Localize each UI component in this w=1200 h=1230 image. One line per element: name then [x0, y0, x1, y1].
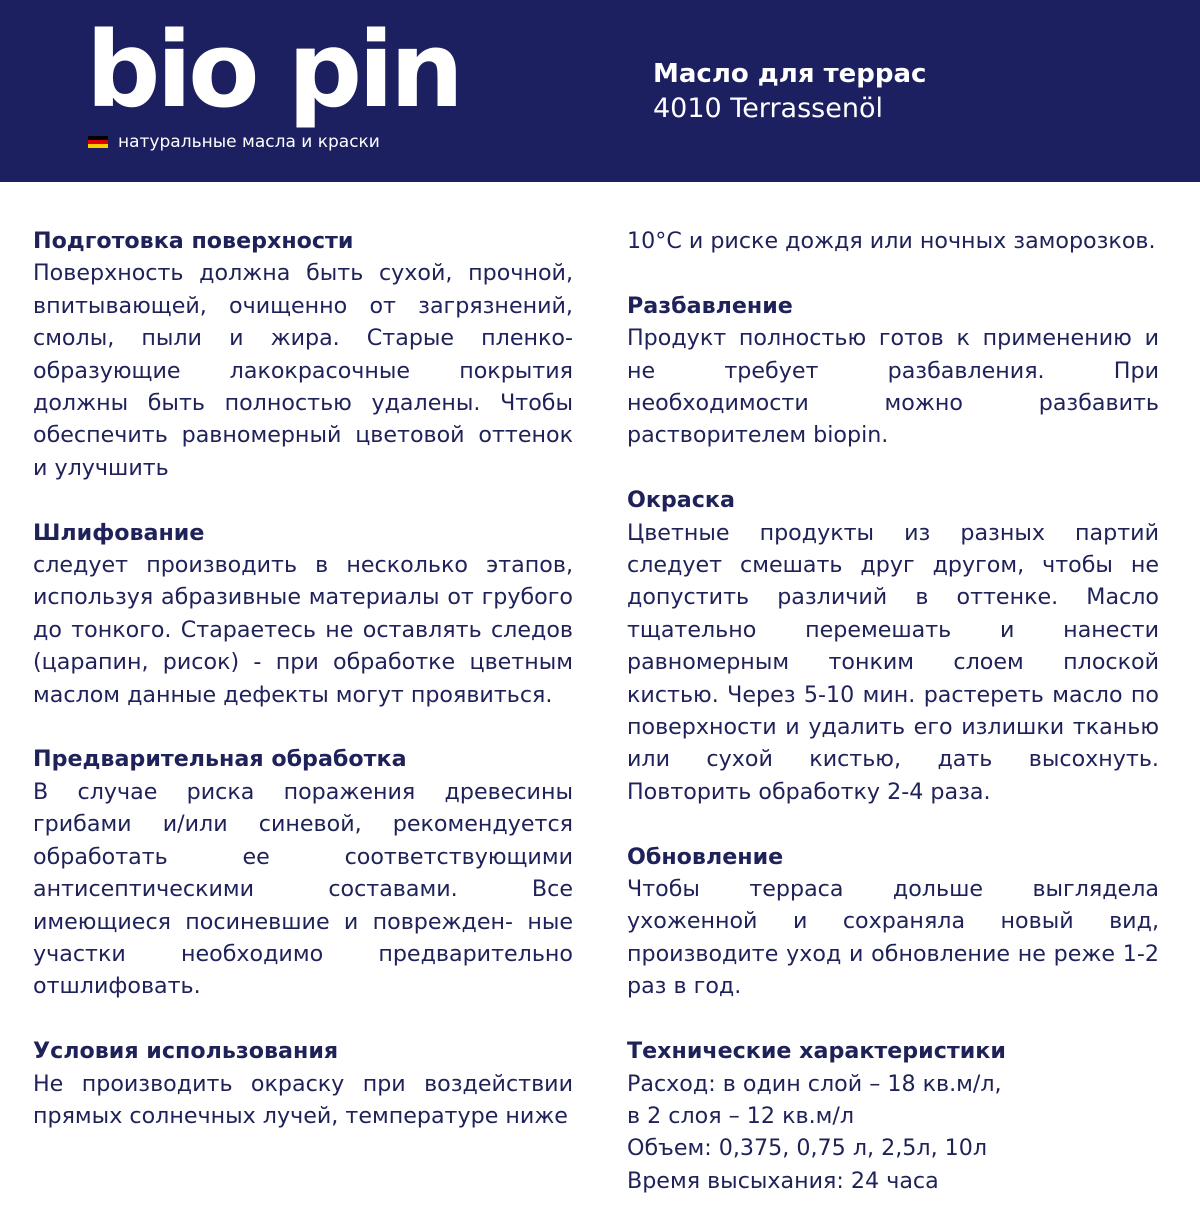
section-text: Продукт полностью готов к применению и не требует разбавления. При необходимости можно разбавить растворителем biopin.	[627, 325, 1159, 449]
product-title: Масло для террас	[653, 59, 927, 89]
section-heading: Условия использования	[33, 1038, 339, 1065]
brand-logo: bio pin	[86, 9, 460, 131]
section-dilution	[627, 290, 1159, 452]
section-text: Поверхность должна быть сухой, прочной, впитывающей, очищенно от загрязнений, смолы, пыли и жира. Старые пленко-образующие лакокрасочные покрытия должны быть полностью удалены. Чтобы обеспечить равномерный цветовой оттенок и улучшить	[33, 260, 573, 481]
brand-tagline	[88, 132, 380, 152]
section-surface-prep	[33, 225, 573, 484]
tagline-text: натуральные масла и краски	[118, 132, 380, 152]
section-heading: Технические характеристики	[627, 1038, 1006, 1065]
section-pretreatment	[33, 743, 573, 1002]
product-info	[653, 57, 926, 127]
germany-flag-icon	[88, 136, 108, 148]
header-banner	[0, 0, 1200, 182]
section-text: 10°C и риске дождя или ночных заморозков.	[627, 228, 1156, 254]
product-code: 4010 Terrassenöl	[653, 93, 883, 124]
section-heading: Обновление	[627, 843, 784, 870]
section-text: Не производить окраску при воздействии прямых солнечных лучей, температуре ниже	[33, 1070, 573, 1129]
left-column	[33, 225, 573, 1165]
section-heading: Окраска	[627, 487, 735, 514]
section-heading: Разбавление	[627, 292, 793, 319]
section-renewal	[627, 841, 1159, 1003]
right-column	[627, 225, 1159, 1230]
section-heading: Подготовка поверхности	[33, 228, 354, 254]
section-conditions-continued	[627, 225, 1159, 257]
section-text: Цветные продукты из разных партий следует смешать друг другом, чтобы не допустить различий в оттенке. Масло тщательно перемешать и нанести равномерным тонким слоем плоской кистью. Через 5-10 мин. растереть масло по поверхности и удалить его излишки тканью или сухой кистью, дать высохнуть. Повторить обработку 2-4 раза.	[627, 519, 1159, 805]
section-specs	[627, 1035, 1159, 1197]
spec-line: Объем: 0,375, 0,75 л, 2,5л, 10л	[627, 1135, 988, 1162]
section-conditions	[33, 1035, 573, 1132]
section-sanding	[33, 517, 573, 711]
section-text: Чтобы терраса дольше выглядела ухоженной и сохраняла новый вид, производите уход и обновление не реже 1-2 раз в год.	[627, 876, 1159, 1000]
section-heading: Предварительная обработка	[33, 746, 407, 773]
spec-line: Расход: в один слой – 18 кв.м/л,	[627, 1070, 1002, 1097]
section-heading: Шлифование	[33, 519, 205, 546]
section-text: В случае риска поражения древесины грибами и/или синевой, рекомендуется обработать ее соответствующими антисептическими составами. Все имеющиеся посиневшие и поврежден- ные участки необходимо предварительно отшлифовать.	[33, 778, 573, 1000]
spec-line: Время высыхания: 24 часа	[627, 1167, 939, 1194]
section-text: следует производить в несколько этапов, используя абразивные материалы от грубого до тонкого. Стараетесь не оставлять следов (царапин, рисок) - при обработке цветным маслом данные дефекты могут проявиться.	[33, 552, 573, 708]
section-painting	[627, 484, 1159, 808]
spec-line: в 2 слоя – 12 кв.м/л	[627, 1102, 855, 1129]
